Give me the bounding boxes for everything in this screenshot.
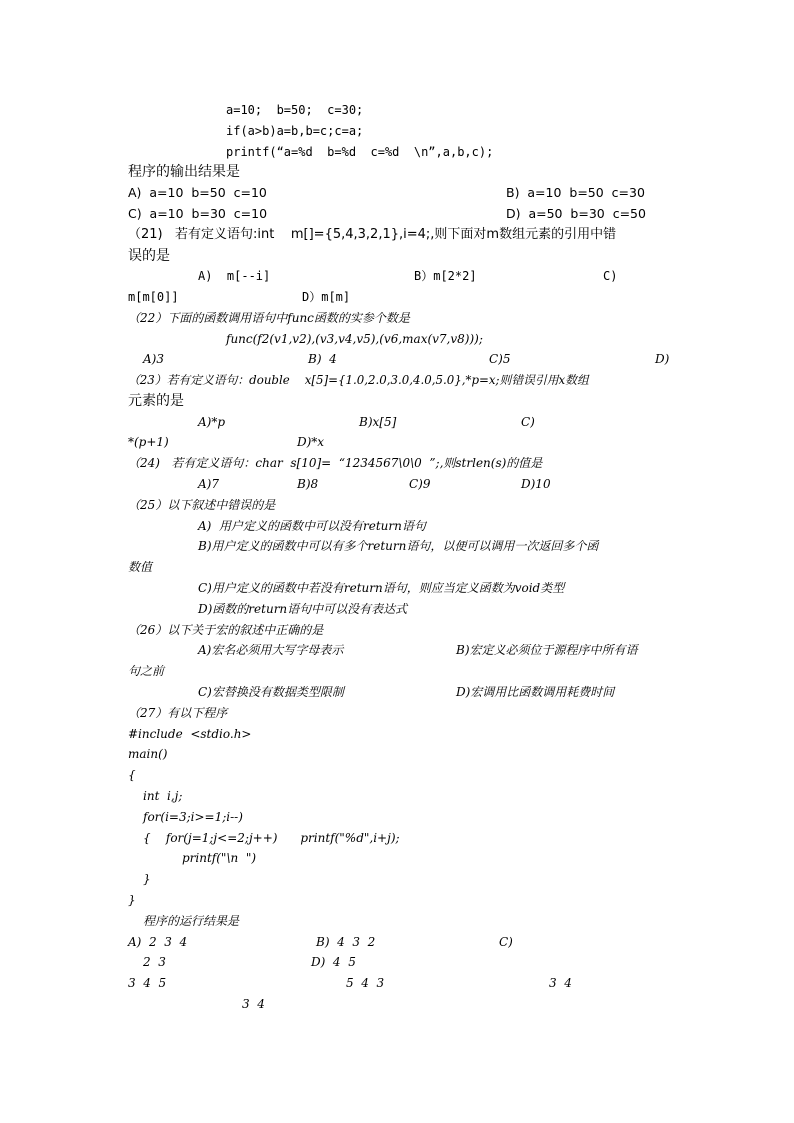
option-a: A)*p bbox=[198, 415, 226, 429]
code-line: } bbox=[143, 872, 151, 886]
option-d: D) a=50 b=30 c=50 bbox=[506, 206, 646, 221]
option-b: B)宏定义必须位于源程序中所有语 bbox=[456, 643, 638, 657]
option-c: C) a=10 b=30 c=10 bbox=[128, 206, 268, 221]
option-b: B）m[2*2] bbox=[414, 269, 477, 283]
option-a: A) 用户定义的函数中可以没有return语句 bbox=[198, 519, 426, 533]
option-c: C) bbox=[521, 415, 535, 429]
option-c-line3: 3 4 bbox=[549, 976, 572, 990]
option-d: D) bbox=[655, 352, 670, 366]
option-d: D）m[m] bbox=[302, 290, 351, 304]
code-line: } bbox=[128, 893, 136, 907]
question-stem: （24) 若有定义语句：char s[10]= “1234567\0\0 ”;,则strlen(s)的值是 bbox=[128, 456, 543, 470]
option-d: D)宏调用比函数调用耗费时间 bbox=[456, 685, 615, 699]
option-a: A)3 bbox=[143, 352, 164, 366]
code-line: printf("\n ") bbox=[182, 851, 257, 865]
code-line: func(f2(v1,v2),(v3,v4,v5),(v6,max(v7,v8))); bbox=[226, 332, 483, 346]
option-a-line3: 3 4 5 bbox=[128, 976, 167, 990]
option-c-cont: m[m[0]] bbox=[128, 290, 179, 304]
question-stem: （25）以下叙述中错误的是 bbox=[128, 498, 276, 512]
question-stem-cont: 误的是 bbox=[128, 248, 170, 264]
option-c: C) bbox=[499, 935, 513, 949]
option-a-line2: 2 3 bbox=[143, 955, 166, 969]
question-stem: （27）有以下程序 bbox=[128, 706, 228, 720]
option-a: A)7 bbox=[198, 477, 219, 491]
option-c: C)9 bbox=[409, 477, 431, 491]
option-b: B)x[5] bbox=[359, 415, 397, 429]
code-line: for(i=3;i>=1;i--) bbox=[143, 810, 243, 824]
option-b-cont: 句之前 bbox=[128, 664, 165, 678]
option-d: D)函数的return语句中可以没有表达式 bbox=[198, 602, 408, 616]
question-stem: 程序的运行结果是 bbox=[143, 914, 240, 928]
option-c: C)用户定义的函数中若没有return语句，则应当定义函数为void类型 bbox=[198, 581, 565, 595]
option-c: C)5 bbox=[489, 352, 511, 366]
code-line: if(a>b)a=b,b=c;c=a; bbox=[226, 124, 364, 138]
option-d: D)*x bbox=[297, 435, 325, 449]
option-d: D)10 bbox=[521, 477, 551, 491]
code-line: { bbox=[128, 768, 136, 782]
code-line: int i,j; bbox=[143, 789, 183, 803]
question-stem: （22）下面的函数调用语句中func函数的实参个数是 bbox=[128, 311, 410, 325]
option-b: B)8 bbox=[297, 477, 319, 491]
option-c: C) bbox=[603, 269, 618, 283]
code-line: { for(j=1;j<=2;j++) printf("%d",i+j); bbox=[143, 831, 400, 845]
option-c: C)宏替换没有数据类型限制 bbox=[198, 685, 344, 699]
option-b: B) 4 3 2 bbox=[316, 935, 376, 949]
option-a: A)宏名必须用大写字母表示 bbox=[198, 643, 344, 657]
option-d-line3: 3 4 bbox=[242, 997, 265, 1011]
question-stem: （23）若有定义语句：double x[5]={1.0,2.0,3.0,4.0,5.0},*p=x;则错误引用x数组 bbox=[128, 373, 589, 387]
question-stem-cont: 元素的是 bbox=[128, 393, 184, 409]
option-a: A) a=10 b=50 c=10 bbox=[128, 185, 267, 200]
option-b-cont: 数值 bbox=[128, 560, 153, 574]
question-stem: （21) 若有定义语句:int m[]={5,4,3,2,1},i=4;,则下面对m数组元素的引用中错 bbox=[128, 227, 617, 242]
question-stem: 程序的输出结果是 bbox=[128, 164, 240, 180]
option-b: B)用户定义的函数中可以有多个return语句，以便可以调用一次返回多个函 bbox=[198, 539, 599, 553]
question-stem: （26）以下关于宏的叙述中正确的是 bbox=[128, 623, 324, 637]
option-c-cont: *(p+1) bbox=[128, 435, 169, 449]
code-line: printf(“a=%d b=%d c=%d \n”,a,b,c); bbox=[226, 145, 494, 159]
code-line: #include <stdio.h> bbox=[128, 727, 252, 741]
option-b: B) a=10 b=50 c=30 bbox=[506, 185, 645, 200]
code-line: a=10; b=50; c=30; bbox=[226, 103, 364, 117]
option-b-line3: 5 4 3 bbox=[346, 976, 385, 990]
option-d: D) 4 5 bbox=[311, 955, 356, 969]
option-b: B) 4 bbox=[308, 352, 337, 366]
option-a: A) 2 3 4 bbox=[128, 935, 188, 949]
option-a: A) m[--i] bbox=[198, 269, 271, 283]
code-line: main() bbox=[128, 747, 168, 761]
